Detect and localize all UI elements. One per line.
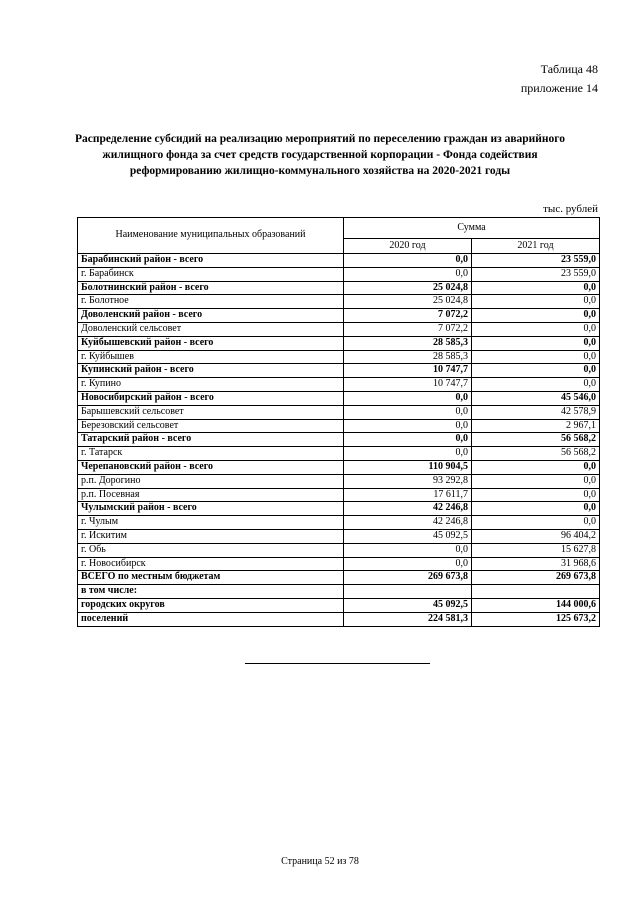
row-value-2020: 28 585,3 <box>344 336 472 350</box>
row-value-2020: 25 024,8 <box>344 281 472 295</box>
row-name: г. Татарск <box>78 447 344 461</box>
row-name: Новосибирский район - всего <box>78 391 344 405</box>
row-value-2021: 23 559,0 <box>472 254 600 268</box>
table-row <box>78 474 600 488</box>
row-name: Барышевский сельсовет <box>78 405 344 419</box>
row-value-2021: 45 546,0 <box>472 391 600 405</box>
table-row <box>78 254 600 268</box>
row-value-2021: 0,0 <box>472 488 600 502</box>
column-header-2020: 2020 год <box>344 239 472 254</box>
table-row <box>78 598 600 612</box>
subsidy-table <box>77 217 600 627</box>
document-header <box>521 60 598 98</box>
row-value-2020: 93 292,8 <box>344 474 472 488</box>
row-name: г. Куйбышев <box>78 350 344 364</box>
row-value-2021: 0,0 <box>472 516 600 530</box>
row-value-2021: 42 578,9 <box>472 405 600 419</box>
table-number: Таблица 48 <box>540 62 598 76</box>
row-value-2020: 17 611,7 <box>344 488 472 502</box>
page-footer: Страница 52 из 78 <box>281 856 359 867</box>
row-name: Черепановский район - всего <box>78 460 344 474</box>
row-name: г. Купино <box>78 378 344 392</box>
row-value-2021: 125 673,2 <box>472 612 600 626</box>
row-value-2020: 0,0 <box>344 557 472 571</box>
row-value-2020: 42 246,8 <box>344 502 472 516</box>
row-value-2021: 0,0 <box>472 502 600 516</box>
row-value-2021: 96 404,2 <box>472 529 600 543</box>
row-value-2020: 0,0 <box>344 447 472 461</box>
table-row <box>78 295 600 309</box>
row-value-2021: 0,0 <box>472 460 600 474</box>
row-name: г. Чулым <box>78 516 344 530</box>
row-value-2021: 0,0 <box>472 364 600 378</box>
row-value-2021: 0,0 <box>472 350 600 364</box>
table-row <box>78 267 600 281</box>
table-row <box>78 391 600 405</box>
row-value-2020: 7 072,2 <box>344 309 472 323</box>
row-name: Купинский район - всего <box>78 364 344 378</box>
row-value-2021: 31 968,6 <box>472 557 600 571</box>
units-label: тыс. рублей <box>543 203 598 215</box>
row-value-2020: 110 904,5 <box>344 460 472 474</box>
row-value-2021: 0,0 <box>472 309 600 323</box>
row-value-2020: 0,0 <box>344 391 472 405</box>
row-value-2020: 0,0 <box>344 543 472 557</box>
appendix-label: приложение 14 <box>520 81 598 95</box>
table-row <box>78 378 600 392</box>
row-value-2021: 23 559,0 <box>472 267 600 281</box>
row-name: г. Болотное <box>78 295 344 309</box>
row-value-2021: 56 568,2 <box>472 433 600 447</box>
row-value-2020: 0,0 <box>344 405 472 419</box>
table-row <box>78 364 600 378</box>
row-name: Болотнинский район - всего <box>78 281 344 295</box>
table-row <box>78 516 600 530</box>
row-value-2020: 0,0 <box>344 267 472 281</box>
row-value-2020: 10 747,7 <box>344 378 472 392</box>
row-value-2020: 0,0 <box>344 419 472 433</box>
row-value-2020: 224 581,3 <box>344 612 472 626</box>
row-value-2020: 28 585,3 <box>344 350 472 364</box>
row-value-2021: 56 568,2 <box>472 447 600 461</box>
table-row <box>78 488 600 502</box>
row-name: городских округов <box>78 598 344 612</box>
row-value-2020: 45 092,5 <box>344 598 472 612</box>
row-value-2020: 269 673,8 <box>344 571 472 585</box>
row-name: Доволенский сельсовет <box>78 322 344 336</box>
row-value-2021: 0,0 <box>472 474 600 488</box>
row-value-2020: 42 246,8 <box>344 516 472 530</box>
table-row <box>78 336 600 350</box>
row-value-2020: 25 024,8 <box>344 295 472 309</box>
row-value-2021: 15 627,8 <box>472 543 600 557</box>
row-value-2021: 269 673,8 <box>472 571 600 585</box>
table-row <box>78 405 600 419</box>
table-row <box>78 433 600 447</box>
row-name: р.п. Дорогино <box>78 474 344 488</box>
table-row <box>78 612 600 626</box>
document-title: Распределение субсидий на реализацию мероприятий по переселению граждан из аварийного жилищного фонда за счет средств государственной корпорации - Фонда содействия реформированию жилищно-коммунального хозяйства на 2020-2021 годы <box>75 133 565 177</box>
row-value-2021 <box>472 585 600 599</box>
table-row <box>78 447 600 461</box>
table-row <box>78 557 600 571</box>
row-name: Чулымский район - всего <box>78 502 344 516</box>
table-row <box>78 585 600 599</box>
column-header-2021: 2021 год <box>472 239 600 254</box>
table-row <box>78 571 600 585</box>
row-name: в том числе: <box>78 585 344 599</box>
table-row <box>78 460 600 474</box>
row-value-2021: 144 000,6 <box>472 598 600 612</box>
row-value-2020: 7 072,2 <box>344 322 472 336</box>
row-value-2020 <box>344 585 472 599</box>
column-header-name: Наименование муниципальных образований <box>78 218 344 254</box>
row-value-2021: 0,0 <box>472 281 600 295</box>
table-row <box>78 281 600 295</box>
table-row <box>78 502 600 516</box>
row-value-2020: 0,0 <box>344 254 472 268</box>
row-name: г. Обь <box>78 543 344 557</box>
row-name: Березовский сельсовет <box>78 419 344 433</box>
row-name: поселений <box>78 612 344 626</box>
row-name: Доволенский район - всего <box>78 309 344 323</box>
table-row <box>78 419 600 433</box>
row-value-2020: 10 747,7 <box>344 364 472 378</box>
row-name: р.п. Посевная <box>78 488 344 502</box>
row-name: г. Новосибирск <box>78 557 344 571</box>
table-row <box>78 350 600 364</box>
row-value-2020: 0,0 <box>344 433 472 447</box>
row-name: г. Искитим <box>78 529 344 543</box>
row-value-2021: 0,0 <box>472 378 600 392</box>
row-value-2020: 45 092,5 <box>344 529 472 543</box>
row-value-2021: 0,0 <box>472 336 600 350</box>
table-row <box>78 309 600 323</box>
row-value-2021: 0,0 <box>472 295 600 309</box>
row-value-2021: 0,0 <box>472 322 600 336</box>
row-name: Куйбышевский район - всего <box>78 336 344 350</box>
table-row <box>78 529 600 543</box>
row-name: Барабинский район - всего <box>78 254 344 268</box>
row-name: г. Барабинск <box>78 267 344 281</box>
table-row <box>78 322 600 336</box>
row-name: ВСЕГО по местным бюджетам <box>78 571 344 585</box>
column-header-sum: Сумма <box>344 218 600 239</box>
table-row <box>78 543 600 557</box>
table-body <box>78 254 600 627</box>
row-value-2021: 2 967,1 <box>472 419 600 433</box>
separator-line <box>245 663 430 664</box>
row-name: Татарский район - всего <box>78 433 344 447</box>
